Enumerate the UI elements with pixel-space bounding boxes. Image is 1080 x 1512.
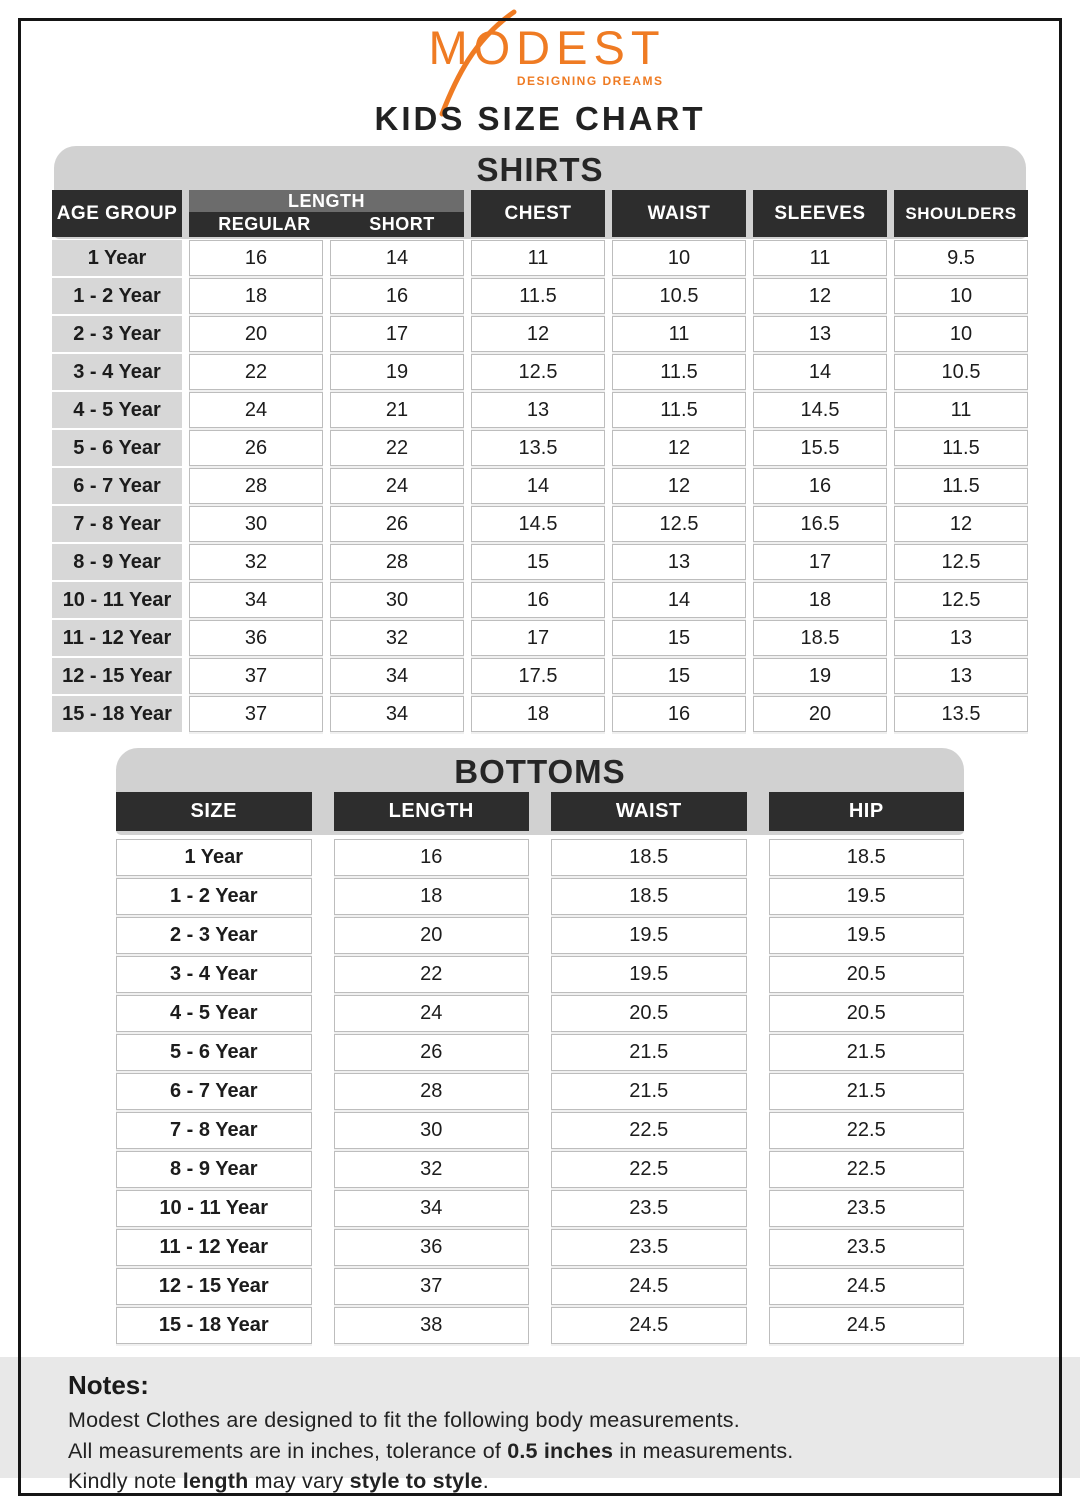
- measurement-cell: 20: [189, 316, 323, 352]
- measurement-cell: 18: [753, 582, 887, 618]
- measurement-cell: 32: [189, 544, 323, 580]
- measurement-cell: 26: [330, 506, 464, 542]
- measurement-cell: 12.5: [894, 544, 1028, 580]
- measurement-cell: 24.5: [769, 1307, 965, 1344]
- measurement-cell: 18: [471, 696, 605, 732]
- measurement-cell: 16: [189, 240, 323, 276]
- bottoms-table-row: [116, 917, 964, 954]
- measurement-cell: 36: [334, 1229, 530, 1266]
- shirts-table-row: [52, 582, 1028, 618]
- measurement-cell: 34: [330, 658, 464, 694]
- measurement-cell: 16: [471, 582, 605, 618]
- shirts-table-row: [52, 696, 1028, 732]
- short-column-header: SHORT: [369, 214, 435, 234]
- measurement-cell: 20: [753, 696, 887, 732]
- shirts-table-row: [52, 506, 1028, 542]
- bottoms-header: [116, 792, 964, 831]
- measurement-cell: 13: [471, 392, 605, 428]
- measurement-cell: 16: [330, 278, 464, 314]
- age-group-cell: 3 - 4 Year: [52, 354, 182, 390]
- age-group-cell: 8 - 9 Year: [52, 544, 182, 580]
- measurement-cell: 19: [753, 658, 887, 694]
- shirts-table-row: [52, 392, 1028, 428]
- measurement-cell: 16.5: [753, 506, 887, 542]
- measurement-cell: 16: [612, 696, 746, 732]
- measurement-cell: 15.5: [753, 430, 887, 466]
- measurement-cell: 21.5: [769, 1073, 965, 1110]
- measurement-cell: 20.5: [769, 995, 965, 1032]
- measurement-cell: 13: [753, 316, 887, 352]
- measurement-cell: 32: [330, 620, 464, 656]
- size-cell: 2 - 3 Year: [116, 917, 312, 954]
- age-group-cell: 5 - 6 Year: [52, 430, 182, 466]
- measurement-cell: 11: [894, 392, 1028, 428]
- bottoms-table-row: [116, 1190, 964, 1227]
- measurement-cell: 9.5: [894, 240, 1028, 276]
- measurement-cell: 11: [471, 240, 605, 276]
- age-group-column-header: AGE GROUP: [52, 190, 182, 237]
- shirts-table-row: [52, 468, 1028, 504]
- size-cell: 8 - 9 Year: [116, 1151, 312, 1188]
- measurement-cell: 13: [612, 544, 746, 580]
- measurement-cell: 23.5: [551, 1229, 747, 1266]
- shirts-header: [52, 190, 1028, 237]
- measurement-cell: 15: [471, 544, 605, 580]
- age-group-cell: 15 - 18 Year: [52, 696, 182, 732]
- measurement-cell: 22: [189, 354, 323, 390]
- measurement-cell: 11.5: [894, 468, 1028, 504]
- hip-column-header: HIP: [769, 792, 965, 831]
- measurement-cell: 30: [334, 1112, 530, 1149]
- waist-column-header: WAIST: [612, 190, 746, 237]
- measurement-cell: 36: [189, 620, 323, 656]
- bottoms-table-row: [116, 1268, 964, 1305]
- bottoms-table-row: [116, 1307, 964, 1344]
- age-group-cell: 2 - 3 Year: [52, 316, 182, 352]
- brand-logo: [414, 21, 666, 88]
- measurement-cell: 22.5: [551, 1112, 747, 1149]
- chest-column-header: CHEST: [471, 190, 605, 237]
- bottoms-table-row: [116, 1034, 964, 1071]
- measurement-cell: 14.5: [471, 506, 605, 542]
- measurement-cell: 14: [612, 582, 746, 618]
- age-group-cell: 1 - 2 Year: [52, 278, 182, 314]
- measurement-cell: 12: [471, 316, 605, 352]
- measurement-cell: 12: [753, 278, 887, 314]
- measurement-cell: 38: [334, 1307, 530, 1344]
- measurement-cell: 11.5: [471, 278, 605, 314]
- measurement-cell: 37: [334, 1268, 530, 1305]
- measurement-cell: 22: [330, 430, 464, 466]
- measurement-cell: 11: [612, 316, 746, 352]
- measurement-cell: 19: [330, 354, 464, 390]
- measurement-cell: 24: [189, 392, 323, 428]
- measurement-cell: 18.5: [551, 878, 747, 915]
- measurement-cell: 24: [330, 468, 464, 504]
- page-title: KIDS SIZE CHART: [374, 100, 706, 137]
- shirts-table-row: [52, 430, 1028, 466]
- size-cell: 1 Year: [116, 839, 312, 876]
- measurement-cell: 23.5: [551, 1190, 747, 1227]
- measurement-cell: 23.5: [769, 1229, 965, 1266]
- shirts-table-row: [52, 658, 1028, 694]
- measurement-cell: 15: [612, 658, 746, 694]
- measurement-cell: 30: [330, 582, 464, 618]
- measurement-cell: 11: [753, 240, 887, 276]
- shirts-table-row: [52, 620, 1028, 656]
- size-cell: 6 - 7 Year: [116, 1073, 312, 1110]
- measurement-cell: 18.5: [753, 620, 887, 656]
- length-column-header: LENGTH: [189, 190, 464, 212]
- bottoms-section: [116, 748, 964, 1344]
- measurement-cell: 12.5: [894, 582, 1028, 618]
- measurement-cell: 11.5: [612, 392, 746, 428]
- notes-line-1: Modest Clothes are designed to fit the following body measurements.: [68, 1408, 740, 1432]
- measurement-cell: 21.5: [769, 1034, 965, 1071]
- bottoms-waist-column-header: WAIST: [551, 792, 747, 831]
- measurement-cell: 12.5: [612, 506, 746, 542]
- measurement-cell: 17.5: [471, 658, 605, 694]
- measurement-cell: 11.5: [894, 430, 1028, 466]
- shirts-table-row: [52, 278, 1028, 314]
- age-group-cell: 12 - 15 Year: [52, 658, 182, 694]
- measurement-cell: 32: [334, 1151, 530, 1188]
- brand-tagline: DESIGNING DREAMS: [516, 74, 664, 88]
- measurement-cell: 34: [330, 696, 464, 732]
- bottoms-table-row: [116, 1229, 964, 1266]
- shirts-table-row: [52, 354, 1028, 390]
- measurement-cell: 30: [189, 506, 323, 542]
- measurement-cell: 10: [894, 316, 1028, 352]
- bottoms-length-column-header: LENGTH: [334, 792, 530, 831]
- measurement-cell: 13: [894, 620, 1028, 656]
- bottoms-title: BOTTOMS: [454, 753, 626, 790]
- measurement-cell: 18.5: [551, 839, 747, 876]
- measurement-cell: 10.5: [612, 278, 746, 314]
- measurement-cell: 22.5: [769, 1151, 965, 1188]
- sleeves-column-header: SLEEVES: [753, 190, 887, 237]
- measurement-cell: 24: [334, 995, 530, 1032]
- bottoms-table-row: [116, 878, 964, 915]
- bottoms-table-row: [116, 839, 964, 876]
- measurement-cell: 26: [334, 1034, 530, 1071]
- size-cell: 11 - 12 Year: [116, 1229, 312, 1266]
- measurement-cell: 10.5: [894, 354, 1028, 390]
- age-group-cell: 10 - 11 Year: [52, 582, 182, 618]
- measurement-cell: 10: [612, 240, 746, 276]
- size-cell: 1 - 2 Year: [116, 878, 312, 915]
- brand-header: [0, 21, 1080, 88]
- bottoms-table-row: [116, 956, 964, 993]
- measurement-cell: 21: [330, 392, 464, 428]
- age-group-cell: 11 - 12 Year: [52, 620, 182, 656]
- bottoms-table-body: [116, 839, 964, 1344]
- shoulders-column-header: SHOULDERS: [894, 190, 1028, 237]
- measurement-cell: 13.5: [894, 696, 1028, 732]
- shirts-table-body: [52, 240, 1028, 732]
- measurement-cell: 26: [189, 430, 323, 466]
- measurement-cell: 24.5: [769, 1268, 965, 1305]
- measurement-cell: 14: [330, 240, 464, 276]
- measurement-cell: 34: [189, 582, 323, 618]
- measurement-cell: 28: [330, 544, 464, 580]
- measurement-cell: 18.5: [769, 839, 965, 876]
- measurement-cell: 12: [612, 430, 746, 466]
- measurement-cell: 17: [471, 620, 605, 656]
- age-group-cell: 1 Year: [52, 240, 182, 276]
- size-cell: 7 - 8 Year: [116, 1112, 312, 1149]
- measurement-cell: 16: [753, 468, 887, 504]
- age-group-cell: 6 - 7 Year: [52, 468, 182, 504]
- measurement-cell: 21.5: [551, 1034, 747, 1071]
- measurement-cell: 20.5: [551, 995, 747, 1032]
- length-subheaders: [189, 212, 464, 237]
- measurement-cell: 16: [334, 839, 530, 876]
- measurement-cell: 19.5: [551, 956, 747, 993]
- bottoms-table-row: [116, 1112, 964, 1149]
- regular-column-header: REGULAR: [218, 214, 311, 234]
- size-cell: 12 - 15 Year: [116, 1268, 312, 1305]
- measurement-cell: 37: [189, 696, 323, 732]
- shirts-table-row: [52, 240, 1028, 276]
- notes-line-2: All measurements are in inches, tolerance of 0.5 inches in measurements.: [68, 1438, 794, 1463]
- notes-heading: Notes:: [68, 1370, 149, 1400]
- size-cell: 10 - 11 Year: [116, 1190, 312, 1227]
- measurement-cell: 14: [753, 354, 887, 390]
- measurement-cell: 13.5: [471, 430, 605, 466]
- measurement-cell: 20: [334, 917, 530, 954]
- measurement-cell: 23.5: [769, 1190, 965, 1227]
- bottoms-table-row: [116, 1151, 964, 1188]
- size-cell: 15 - 18 Year: [116, 1307, 312, 1344]
- bottoms-table-row: [116, 995, 964, 1032]
- age-group-cell: 7 - 8 Year: [52, 506, 182, 542]
- measurement-cell: 15: [612, 620, 746, 656]
- measurement-cell: 24.5: [551, 1268, 747, 1305]
- measurement-cell: 22.5: [769, 1112, 965, 1149]
- measurement-cell: 24.5: [551, 1307, 747, 1344]
- shirts-title: SHIRTS: [476, 151, 604, 188]
- measurement-cell: 19.5: [551, 917, 747, 954]
- measurement-cell: 34: [334, 1190, 530, 1227]
- measurement-cell: 22: [334, 956, 530, 993]
- size-cell: 4 - 5 Year: [116, 995, 312, 1032]
- measurement-cell: 14: [471, 468, 605, 504]
- measurement-cell: 11.5: [612, 354, 746, 390]
- measurement-cell: 21.5: [551, 1073, 747, 1110]
- size-cell: 5 - 6 Year: [116, 1034, 312, 1071]
- measurement-cell: 17: [753, 544, 887, 580]
- measurement-cell: 10: [894, 278, 1028, 314]
- measurement-cell: 19.5: [769, 878, 965, 915]
- notes-section: [0, 1357, 1080, 1494]
- measurement-cell: 18: [189, 278, 323, 314]
- measurement-cell: 12: [894, 506, 1028, 542]
- measurement-cell: 18: [334, 878, 530, 915]
- measurement-cell: 13: [894, 658, 1028, 694]
- bottoms-table-row: [116, 1073, 964, 1110]
- notes-line-3: Kindly note length may vary style to style.: [68, 1469, 489, 1494]
- measurement-cell: 14.5: [753, 392, 887, 428]
- measurement-cell: 20.5: [769, 956, 965, 993]
- measurement-cell: 12.5: [471, 354, 605, 390]
- shirts-table-row: [52, 316, 1028, 352]
- measurement-cell: 19.5: [769, 917, 965, 954]
- measurement-cell: 37: [189, 658, 323, 694]
- age-group-cell: 4 - 5 Year: [52, 392, 182, 428]
- measurement-cell: 12: [612, 468, 746, 504]
- size-column-header: SIZE: [116, 792, 312, 831]
- brand-logo-text: MODEST: [428, 21, 666, 74]
- size-cell: 3 - 4 Year: [116, 956, 312, 993]
- measurement-cell: 28: [189, 468, 323, 504]
- measurement-cell: 17: [330, 316, 464, 352]
- measurement-cell: 28: [334, 1073, 530, 1110]
- shirts-section: [52, 146, 1028, 732]
- measurement-cell: 22.5: [551, 1151, 747, 1188]
- shirts-table-row: [52, 544, 1028, 580]
